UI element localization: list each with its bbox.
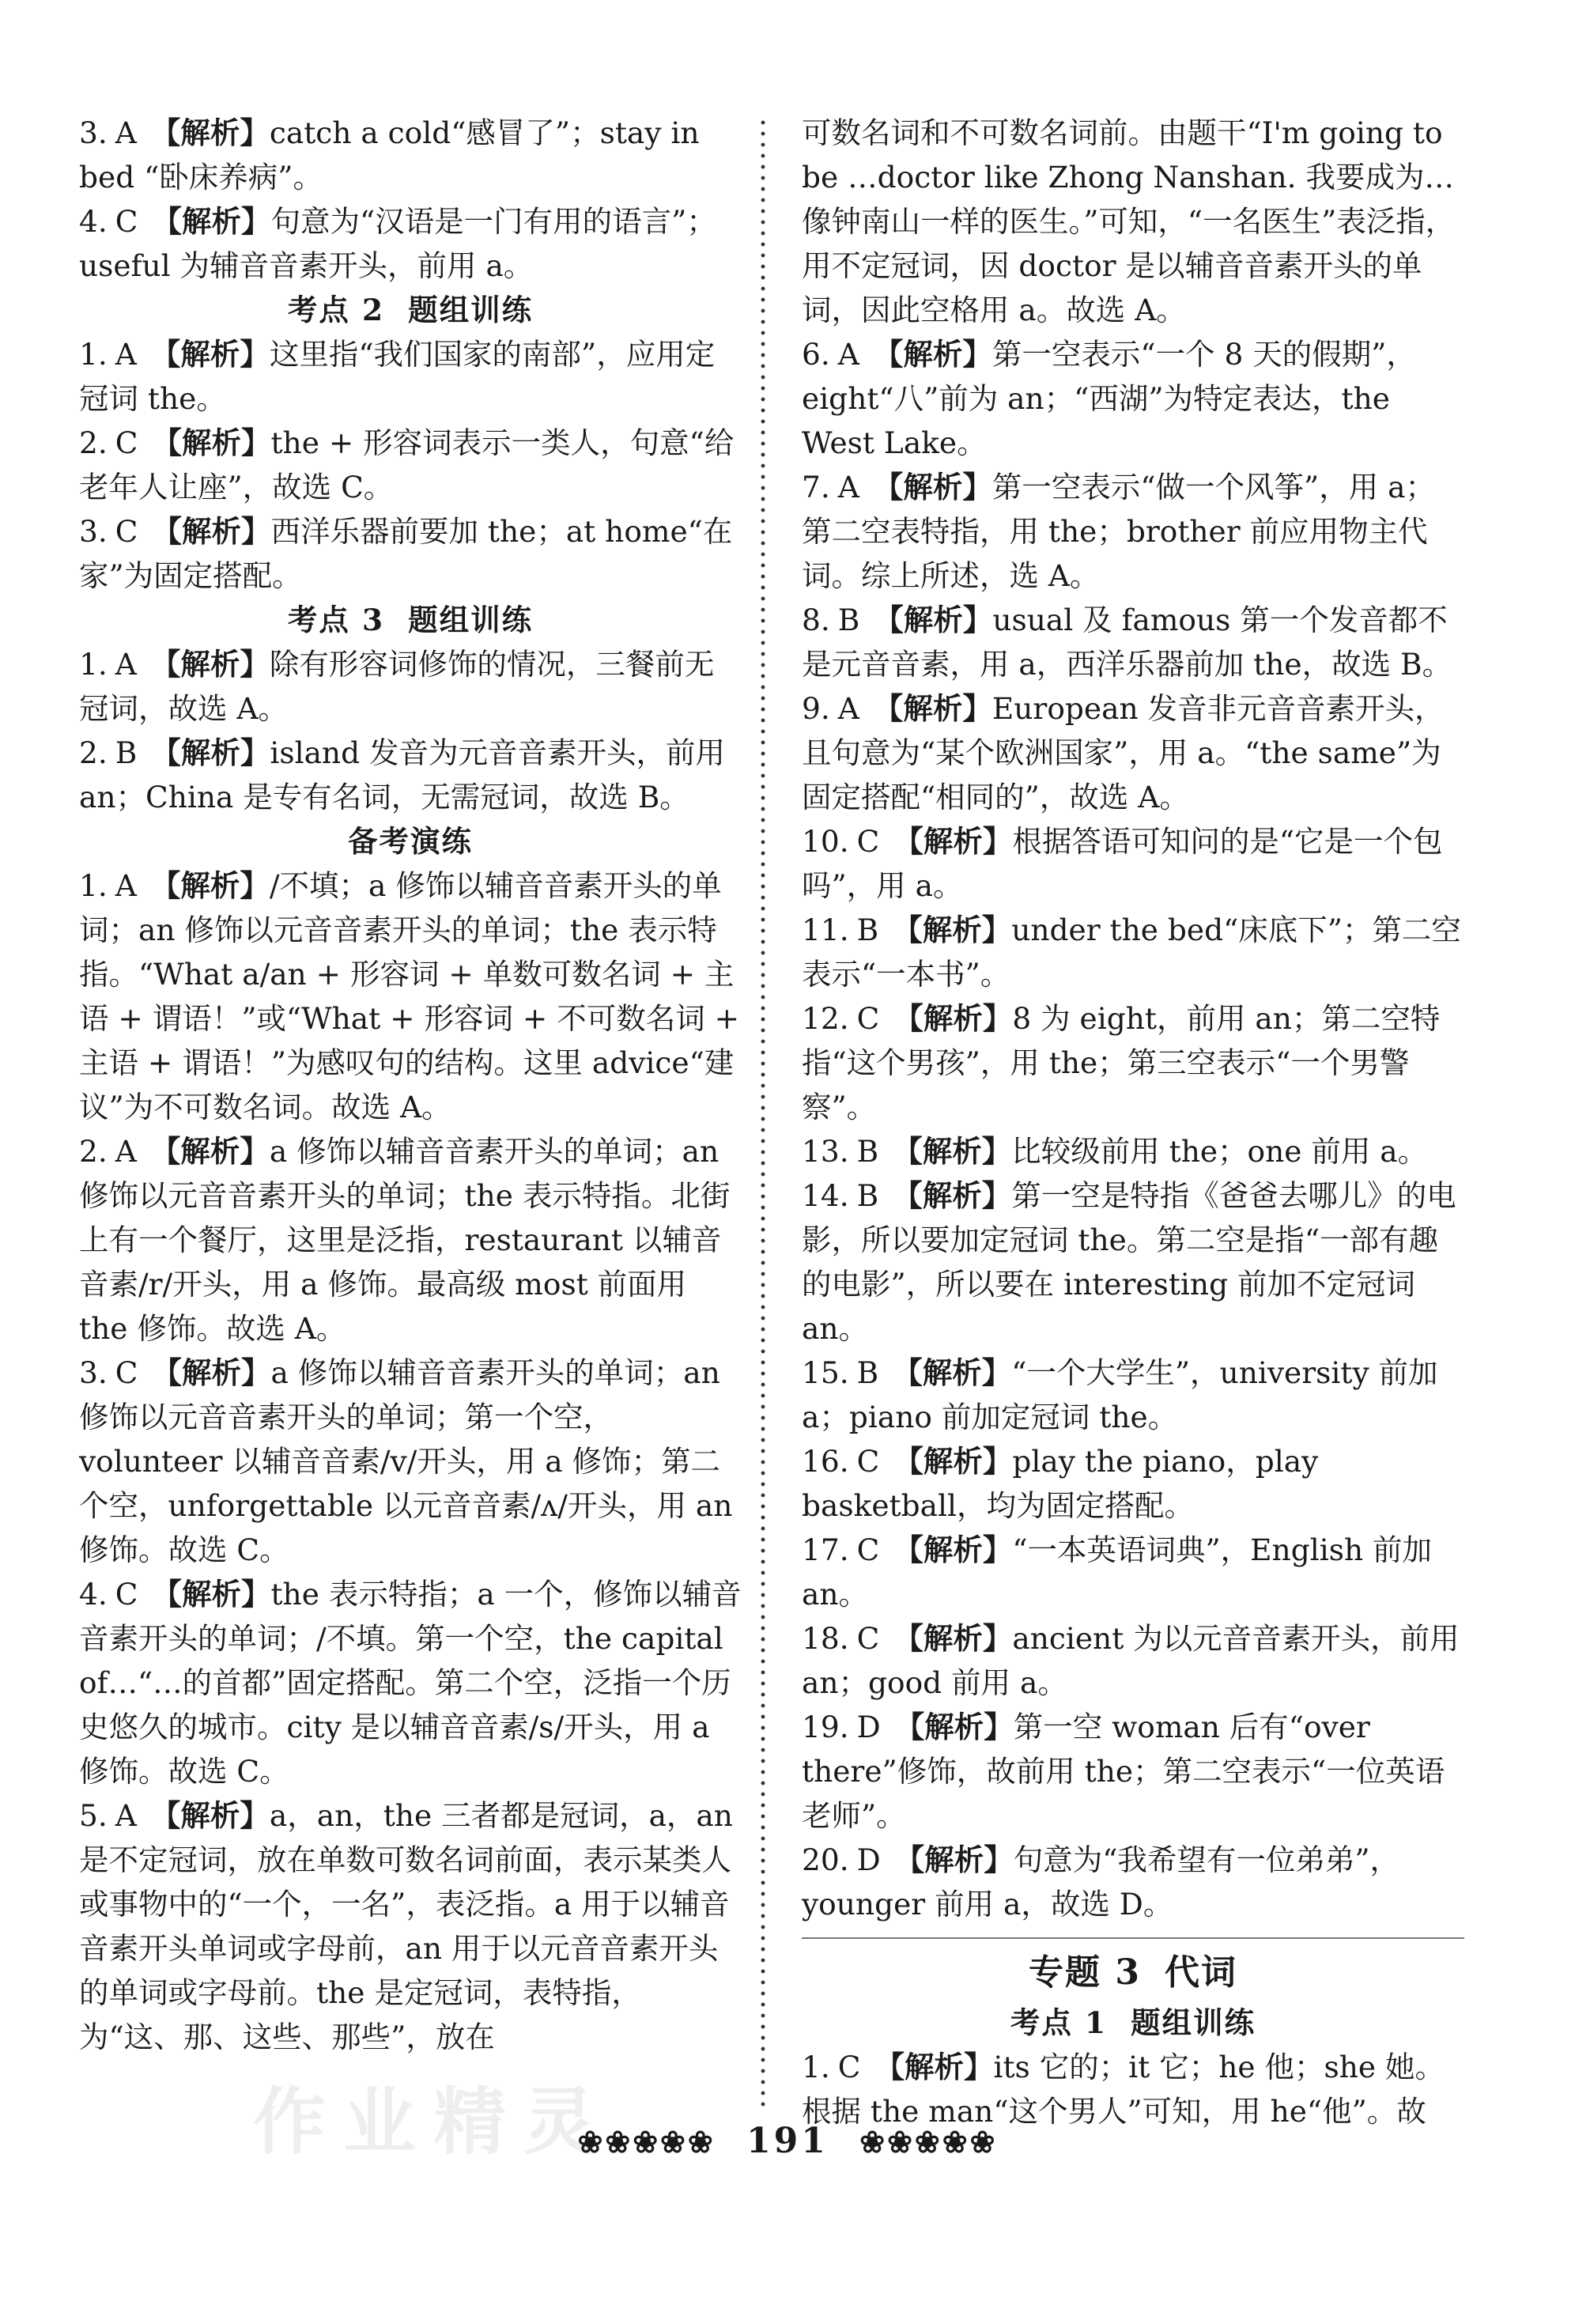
item-number: 3. [79,115,108,150]
analysis-tag: 【解析】 [893,1355,1012,1390]
analysis-text: 西洋乐器前要加 the；at home“在家”为固定搭配。 [79,514,733,593]
answer-entry [802,996,1464,1129]
analysis-text: the + 形容词表示一类人，句意“给老年人让座”，故选 C。 [79,425,735,504]
analysis-text: island 发音为元音音素开头，前用 an；China 是专有名词，无需冠词，故选 B。 [79,735,726,814]
analysis-text: 比较级前用 the；one 前用 a。 [1011,1134,1428,1169]
answer-letter: C [115,1577,138,1612]
analysis-tag: 【解析】 [151,735,270,770]
item-number: 1. [79,647,108,682]
analysis-text: “一个大学生”，university 前加 a；piano 前加定冠词 the。 [802,1355,1438,1434]
answer-letter: C [115,204,138,239]
analysis-tag: 【解析】 [894,1710,1014,1744]
section-heading [79,598,742,642]
item-number: 4. [79,1577,108,1612]
item-number: 13. [802,1134,849,1169]
answer-entry [79,642,742,731]
answer-entry [79,509,742,598]
analysis-tag: 【解析】 [150,1798,270,1833]
item-number: 10. [802,824,849,859]
answer-entry [802,1528,1464,1616]
heading-subtitle: 题组训练 [408,293,534,327]
analysis-tag: 【解析】 [150,115,270,150]
right-column [802,111,1464,2133]
analysis-tag: 【解析】 [873,691,992,726]
analysis-text: 根据答语可知问的是“它是一个包吗”，用 a。 [802,824,1443,903]
answer-entry [802,1439,1464,1528]
answer-entry [802,332,1464,465]
analysis-text: 这里指“我们国家的南部”，应用定冠词 the。 [79,337,716,416]
analysis-tag: 【解析】 [873,337,992,372]
continued-text: 可数名词和不可数名词前。由题干“I'm going to be …doctor like Zhong Nanshan. 我要成为…像钟南山一样的医生。”可知，“一名医生”表泛指，用不定冠词，因 doctor 是以辅音音素开头的单词，因此空格用 a。故选 A。 [802,115,1456,327]
answer-letter: B [837,603,860,637]
answer-letter: B [856,1134,879,1169]
item-number: 1. [79,337,108,372]
answer-letter: A [115,647,137,682]
item-number: 14. [802,1178,849,1213]
analysis-text: 第一空 woman 后有“over there”修饰，故前用 the；第二空表示“一位英语老师”。 [802,1710,1445,1833]
item-number: 8. [802,603,830,637]
footer-stars-right: ❀❀❀❀❀ [859,2124,998,2160]
answer-letter: C [115,1355,138,1390]
analysis-text: 第一空表示“做一个风筝”，用 a；第二空表特指，用 the；brother 前应用物主代词。综上所述，选 A。 [802,470,1435,593]
left-column [79,111,742,2059]
answer-entry [79,111,742,199]
analysis-tag: 【解析】 [152,1355,271,1390]
section-heading [79,819,742,863]
answer-letter: C [856,1621,880,1656]
answer-letter: D [856,1842,881,1877]
analysis-tag: 【解析】 [150,647,270,682]
item-number: 11. [802,913,849,947]
answer-entry [79,1129,742,1351]
answer-entry [802,1129,1464,1173]
answer-entry [802,1705,1464,1838]
section-heading [802,2001,1464,2045]
analysis-text: 除有形容词修饰的情况，三餐前无冠词，故选 A。 [79,647,715,726]
answer-letter: A [115,337,137,372]
answer-entry [802,465,1464,598]
answer-letter: C [115,425,138,460]
analysis-tag: 【解析】 [873,470,992,504]
item-number: 19. [802,1710,849,1744]
analysis-tag: 【解析】 [152,1577,271,1612]
item-number: 5. [79,1798,108,1833]
section-heading [79,288,742,332]
answer-entry [802,598,1464,686]
answer-letter: B [856,913,879,947]
answer-letter: C [856,1444,880,1479]
item-number: 7. [802,470,830,504]
item-number: 2. [79,1134,108,1169]
analysis-text: under the bed“床底下”；第二空表示“一本书”。 [802,913,1461,992]
answer-letter: C [115,514,138,549]
answer-entry [802,1173,1464,1351]
answer-letter: C [856,1001,880,1036]
answer-letter: B [115,735,138,770]
analysis-tag: 【解析】 [893,1532,1013,1567]
answer-letter: B [856,1178,879,1213]
analysis-text: ancient 为以元音音素开头，前用 an；good 前用 a。 [802,1621,1460,1700]
answer-letter: C [856,1532,880,1567]
analysis-tag: 【解析】 [150,868,270,903]
item-number: 1. [79,868,108,903]
item-number: 17. [802,1532,849,1567]
item-number: 20. [802,1842,849,1877]
answer-entry [79,863,742,1129]
analysis-tag: 【解析】 [893,1001,1013,1036]
answer-entry [79,332,742,421]
analysis-tag: 【解析】 [150,1134,270,1169]
analysis-tag: 【解析】 [893,824,1013,859]
analysis-text: 第一空表示“一个 8 天的假期”，eight“八”前为 an；“西湖”为特定表达，the West Lake。 [802,337,1416,460]
answer-entry [79,199,742,288]
analysis-text: 8 为 eight，前用 an；第二空特指“这个男孩”，用 the；第三空表示“一个男警察”。 [802,1001,1441,1124]
analysis-text: European 发音非元音音素开头，且句意为“某个欧洲国家”，用 a。“the same”为固定搭配“相同的”，故选 A。 [802,691,1445,814]
heading-title: 考点 1 [1010,2005,1108,2040]
item-number: 4. [79,204,108,239]
analysis-tag: 【解析】 [150,337,270,372]
answer-letter: A [115,115,137,150]
analysis-tag: 【解析】 [893,913,1012,947]
heading-subtitle: 题组训练 [408,603,534,637]
analysis-tag: 【解析】 [894,1842,1014,1877]
heading-subtitle: 题组训练 [1131,2005,1256,2040]
heading-subtitle: 代词 [1164,1952,1237,1993]
heading-title: 专题 3 [1029,1952,1141,1993]
section-rule [802,1937,1464,1939]
analysis-text: a 修饰以辅音音素开头的单词；an 修饰以元音音素开头的单词；the 表示特指。北街上有一个餐厅，这里是泛指，restaurant 以辅音音素/r/开头，用 a 修饰。最高级 most 前面用 the 修饰。故选 A。 [79,1134,731,1346]
analysis-text: the 表示特指；a 一个，修饰以辅音音素开头的单词；/不填。第一个空，the capital of…“…的首都”固定搭配。第二个空，泛指一个历史悠久的城市。city 是以辅音音素/s/开头，用 a 修饰。故选 C。 [79,1577,742,1789]
analysis-text: catch a cold“感冒了”；stay in bed “卧床养病”。 [79,115,700,195]
analysis-tag: 【解析】 [893,1134,1012,1169]
analysis-tag: 【解析】 [152,514,271,549]
item-number: 3. [79,1355,108,1390]
analysis-text: “一本英语词典”，English 前加 an。 [802,1532,1433,1612]
answer-entry [79,421,742,509]
analysis-text: 句意为“汉语是一门有用的语言”；useful 为辅音音素开头，前用 a。 [79,204,716,283]
item-number: 2. [79,735,108,770]
answer-letter: A [837,470,859,504]
column-divider [761,117,765,2110]
analysis-tag: 【解析】 [874,2050,994,2084]
analysis-tag: 【解析】 [893,1444,1013,1479]
footer-stars-left: ❀❀❀❀❀ [577,2124,716,2160]
answer-letter: D [856,1710,881,1744]
answer-entry [802,1351,1464,1439]
analysis-text: usual 及 famous 第一个发音都不是元音音素，用 a，西洋乐器前加 the，故选 B。 [802,603,1452,682]
analysis-tag: 【解析】 [874,603,993,637]
analysis-text: a 修饰以辅音音素开头的单词；an 修饰以元音音素开头的单词；第一个空，volunteer 以辅音音素/v/开头，用 a 修饰；第二个空，unforgettable 以元音音素/ʌ/开头，用 an 修饰。故选 C。 [79,1355,733,1567]
page-footer [0,2121,1575,2161]
item-number: 15. [802,1355,849,1390]
watermark: 作业精灵 [253,2080,614,2164]
answer-entry [79,1793,742,2059]
heading-title: 考点 2 [287,293,385,327]
answer-letter: A [115,1798,137,1833]
analysis-tag: 【解析】 [152,204,271,239]
answer-letter: C [856,824,880,859]
analysis-text: its 它的；it 它；he 他；she 她。根据 the man“这个男人”可知，用 he“他”。故 [802,2050,1445,2129]
answer-letter: A [115,868,137,903]
heading-title: 备考演练 [348,824,473,859]
answer-letter: B [856,1355,879,1390]
analysis-text: play the piano，play basketball，均为固定搭配。 [802,1444,1319,1523]
analysis-tag: 【解析】 [893,1178,1012,1213]
item-number: 9. [802,691,830,726]
answer-entry [79,1351,742,1572]
answer-entry [802,686,1464,819]
answer-entry [802,819,1464,908]
analysis-text: /不填；a 修饰以辅音音素开头的单词；an 修饰以元音音素开头的单词；the 表示特指。“What a/an + 形容词 + 单数可数名词 + 主语 + 谓语！”或“What + 形容词 + 不可数名词 + 主语 + 谓语！”为感叹句的结构。这里 advice“建议”为不可数名词。故选 A。 [79,868,740,1124]
answer-entry [802,1838,1464,1926]
item-number: 6. [802,337,830,372]
answer-entry [79,731,742,819]
answer-letter: A [115,1134,137,1169]
item-number: 2. [79,425,108,460]
answer-letter: A [837,691,859,726]
analysis-tag: 【解析】 [893,1621,1013,1656]
answer-letter: C [837,2050,861,2084]
answer-entry [802,908,1464,996]
page-number: 191 [746,2121,829,2161]
answer-letter: A [837,337,859,372]
item-number: 16. [802,1444,849,1479]
analysis-text: a，an，the 三者都是冠词，a，an 是不定冠词，放在单数可数名词前面，表示某类人或事物中的“一个，一名”，表泛指。a 用于以辅音音素开头单词或字母前，an 用于以元音音素开头的单词或字母前。the 是定冠词，表特指，为“这、那、这些、那些”，放在 [79,1798,733,2054]
item-number: 18. [802,1621,849,1656]
analysis-text: 句意为“我希望有一位弟弟”，younger 前用 a，故选 D。 [802,1842,1400,1922]
answer-entry [802,1616,1464,1705]
item-number: 1. [802,2050,830,2084]
item-number: 12. [802,1001,849,1036]
answer-entry [79,1572,742,1793]
analysis-text: 第一空是特指《爸爸去哪儿》的电影，所以要加定冠词 the。第二空是指“一部有趣的电影”，所以要在 interesting 前加不定冠词 an。 [802,1178,1456,1346]
topic-heading [802,1945,1464,2001]
item-number: 3. [79,514,108,549]
heading-title: 考点 3 [287,603,385,637]
analysis-tag: 【解析】 [152,425,271,460]
